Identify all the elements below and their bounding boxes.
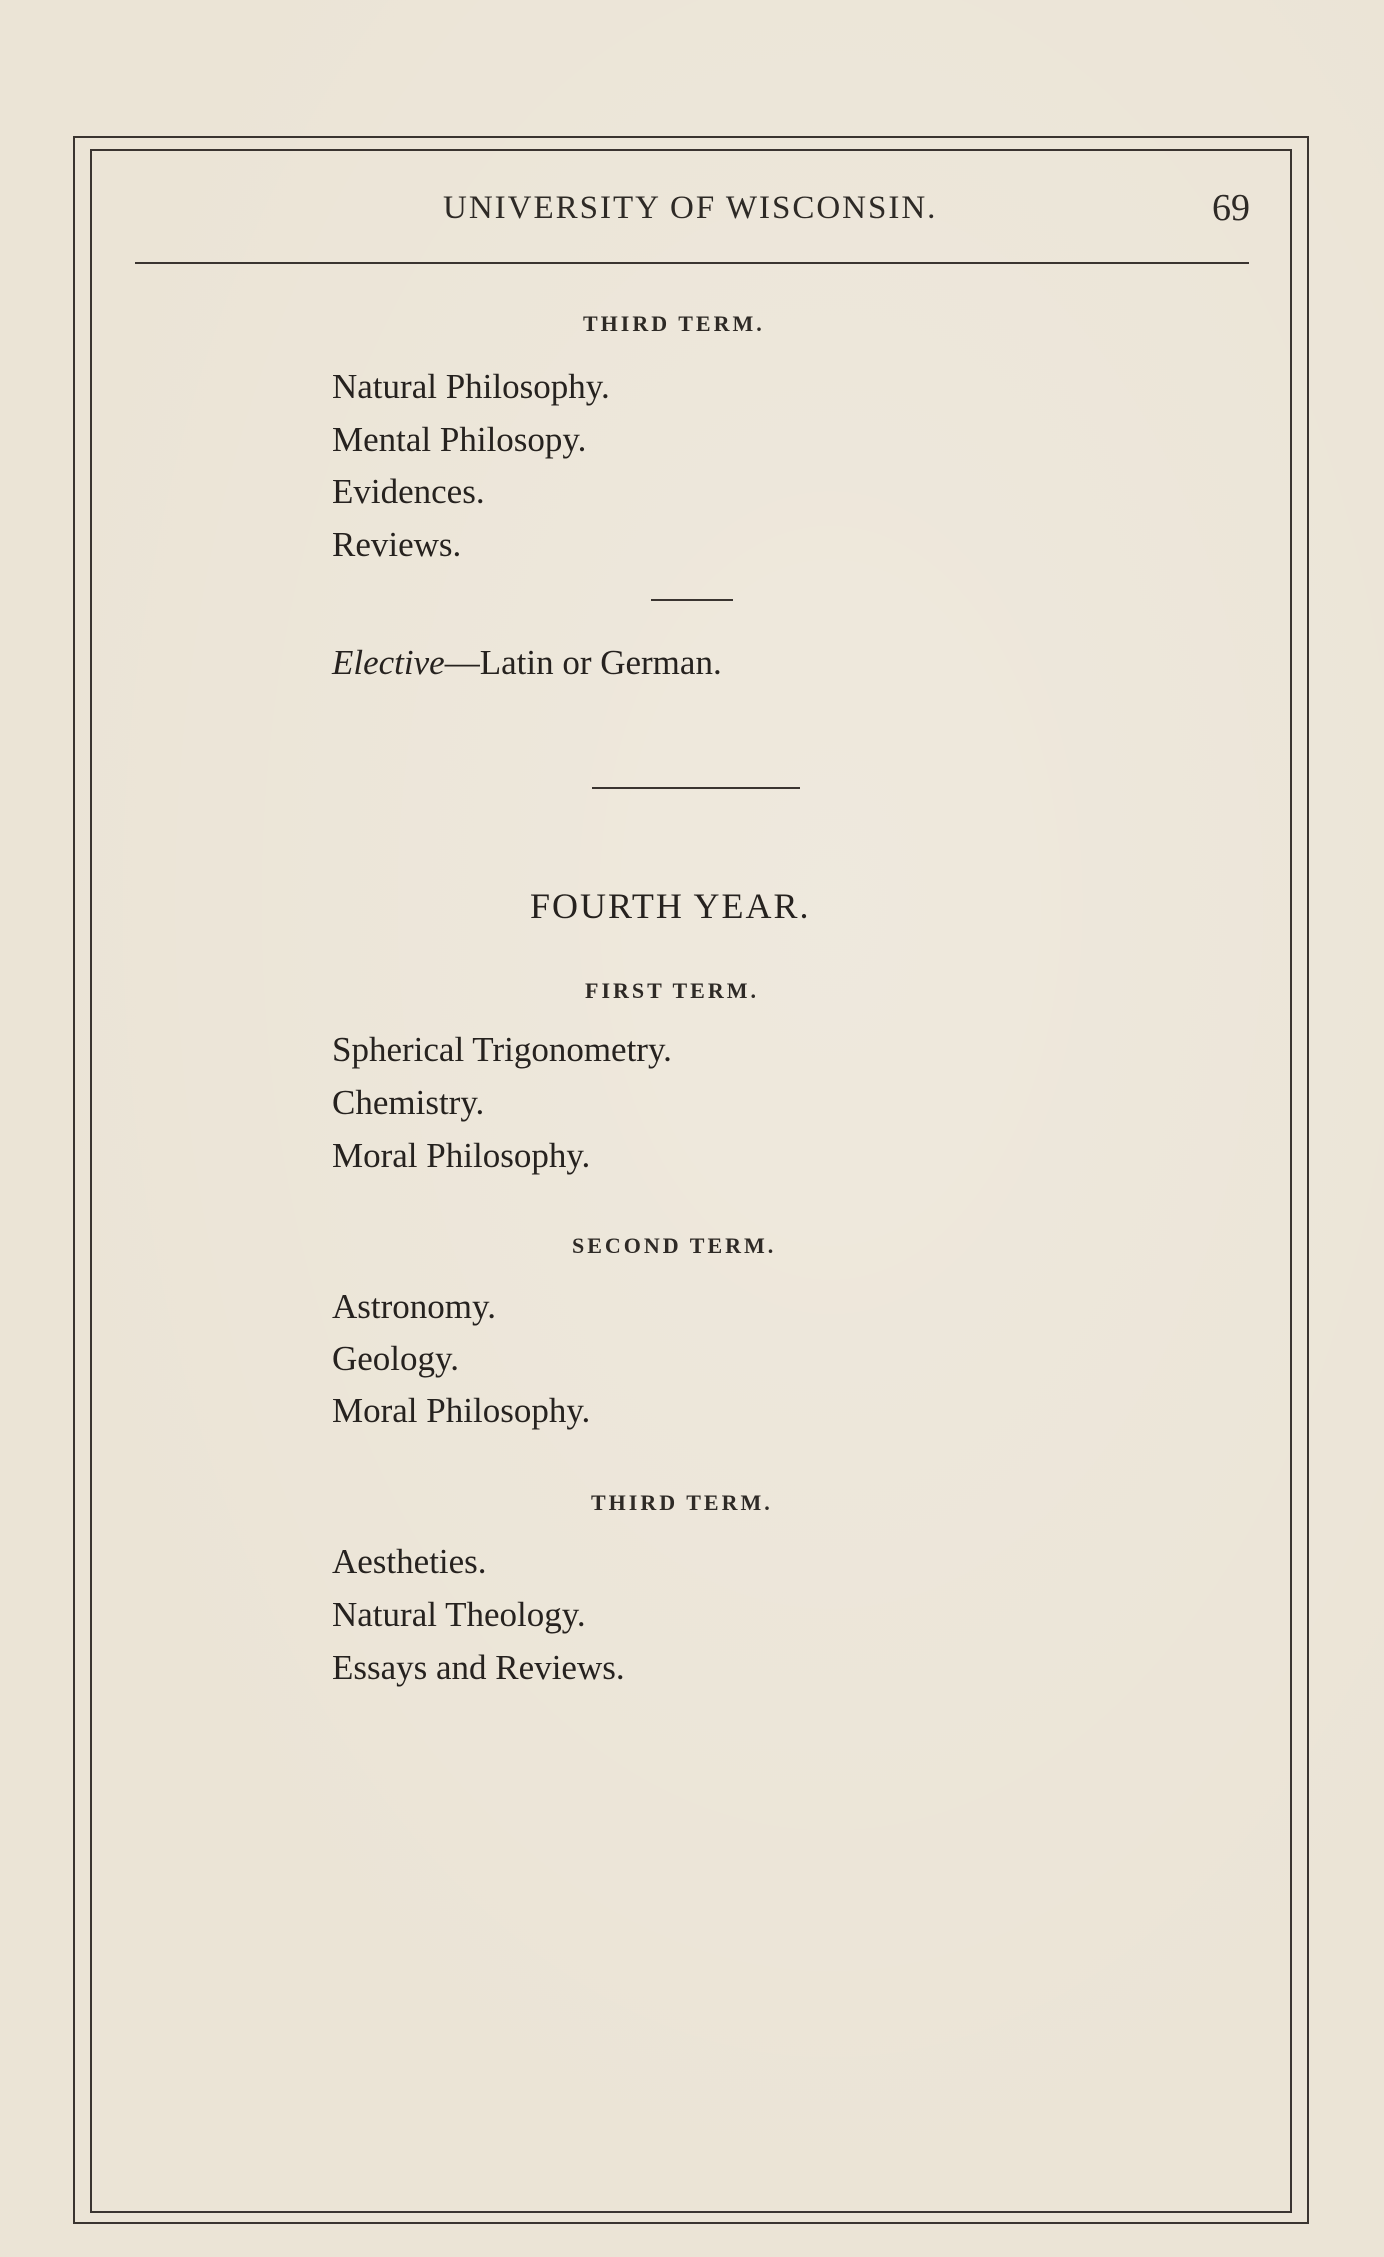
- page-number: 69: [1212, 187, 1250, 229]
- running-header-title: UNIVERSITY OF WISCONSIN.: [443, 190, 938, 226]
- third-term-heading: THIRD TERM.: [583, 311, 765, 336]
- elective-label: Elective: [332, 643, 445, 682]
- subject-item: Natural Theology.: [332, 1595, 586, 1634]
- second-term-heading: SECOND TERM.: [572, 1233, 777, 1258]
- section-divider-rule: [592, 787, 800, 789]
- subject-item: Aestheties.: [332, 1542, 487, 1581]
- subject-item: Astronomy.: [332, 1287, 496, 1326]
- short-divider-rule: [651, 599, 733, 601]
- third-term-heading: THIRD TERM.: [591, 1490, 773, 1515]
- subject-item: Mental Philosopy.: [332, 420, 587, 459]
- page-border-inner: [90, 149, 1292, 2213]
- subject-item: Moral Philosophy.: [332, 1136, 591, 1175]
- fourth-year-heading: FOURTH YEAR.: [530, 886, 811, 926]
- subject-item: Evidences.: [332, 472, 485, 511]
- elective-text: —Latin or German.: [444, 643, 722, 682]
- subject-item: Essays and Reviews.: [332, 1648, 625, 1687]
- subject-item: Geology.: [332, 1339, 460, 1378]
- subject-item: Spherical Trigonometry.: [332, 1030, 672, 1069]
- elective-line: [332, 643, 722, 683]
- subject-item: Chemistry.: [332, 1083, 485, 1122]
- subject-item: Reviews.: [332, 525, 462, 564]
- first-term-heading: FIRST TERM.: [585, 978, 760, 1003]
- header-rule: [135, 262, 1249, 264]
- subject-item: Moral Philosophy.: [332, 1391, 591, 1430]
- subject-item: Natural Philosophy.: [332, 367, 610, 406]
